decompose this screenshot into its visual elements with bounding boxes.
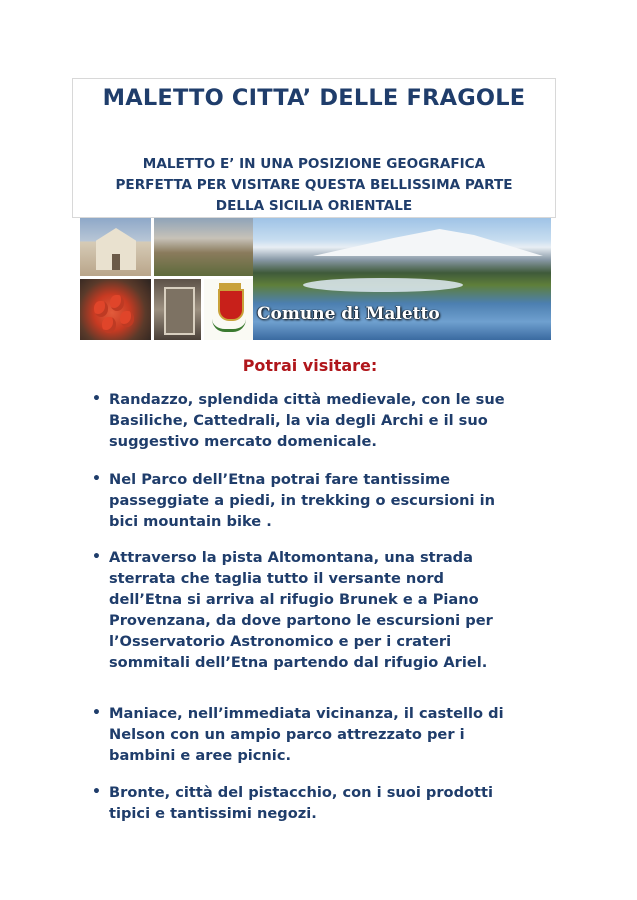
list-item-text — [109, 703, 539, 766]
text-line: sommitali dell’Etna partendo dal rifugio Ariel. — [109, 654, 488, 671]
text-line: Provenzana, da dove partono le escursioni per — [109, 612, 493, 629]
strawberry — [110, 295, 124, 311]
list-item-text — [109, 782, 539, 824]
bullet-icon: • — [92, 549, 101, 565]
list-item-text — [109, 389, 539, 452]
strawberry — [120, 311, 134, 327]
coat-of-arms — [204, 279, 253, 340]
text-line: passeggiate a piedi, in trekking o escursioni in — [109, 492, 495, 509]
header-box — [72, 78, 556, 218]
rock-photo — [154, 218, 253, 276]
intro-line: PERFETTA PER VISITARE QUESTA BELLISSIMA PARTE — [115, 177, 513, 193]
church-door — [112, 254, 120, 270]
church-photo — [80, 218, 151, 276]
intro-line: MALETTO E’ IN UNA POSIZIONE GEOGRAFICA — [142, 156, 486, 172]
visit-heading: Potrai visitare: — [242, 356, 378, 375]
strawberry — [94, 301, 108, 317]
strawberries-photo — [80, 279, 151, 340]
page-title: MALETTO CITTA’ DELLE FRAGOLE — [102, 85, 526, 111]
text-line: Randazzo, splendida città medievale, con le sue — [109, 391, 505, 408]
shield-icon — [218, 289, 244, 321]
bullet-icon: • — [92, 784, 101, 800]
list-item-text — [109, 547, 539, 673]
text-line: bici mountain bike . — [109, 513, 272, 530]
strawberry — [102, 317, 116, 333]
text-line: Basiliche, Cattedrali, la via degli Archi e il suo — [109, 412, 488, 429]
text-line: suggestivo mercato domenicale. — [109, 433, 377, 450]
intro-text — [73, 154, 555, 217]
text-line: bambini e aree picnic. — [109, 747, 292, 764]
bullet-icon: • — [92, 471, 101, 487]
text-line: l’Osservatorio Astronomico e per i crateri — [109, 633, 452, 650]
text-line: sterrata che taglia tutto il versante nord — [109, 570, 444, 587]
photo-banner — [80, 218, 551, 340]
bullet-icon: • — [92, 705, 101, 721]
text-line: Nelson con un ampio parco attrezzato per i — [109, 726, 465, 743]
river-rapids — [303, 278, 463, 292]
snowy-volcano — [313, 226, 543, 256]
list-item-text — [109, 469, 539, 532]
bullet-icon: • — [92, 391, 101, 407]
icon-photo — [154, 279, 201, 340]
text-line: Maniace, nell’immediata vicinanza, il castello di — [109, 705, 504, 722]
icon-frame — [164, 287, 195, 335]
text-line: Nel Parco dell’Etna potrai fare tantissime — [109, 471, 451, 488]
text-line: Attraverso la pista Altomontana, una strada — [109, 549, 473, 566]
laurel-icon — [212, 319, 246, 332]
text-line: dell’Etna si arriva al rifugio Brunek e a Piano — [109, 591, 479, 608]
text-line: tipici e tantissimi negozi. — [109, 805, 317, 822]
banner-caption: Comune di Maletto — [257, 304, 440, 324]
text-line: Bronte, città del pistacchio, con i suoi prodotti — [109, 784, 494, 801]
intro-line: DELLA SICILIA ORIENTALE — [215, 198, 413, 214]
